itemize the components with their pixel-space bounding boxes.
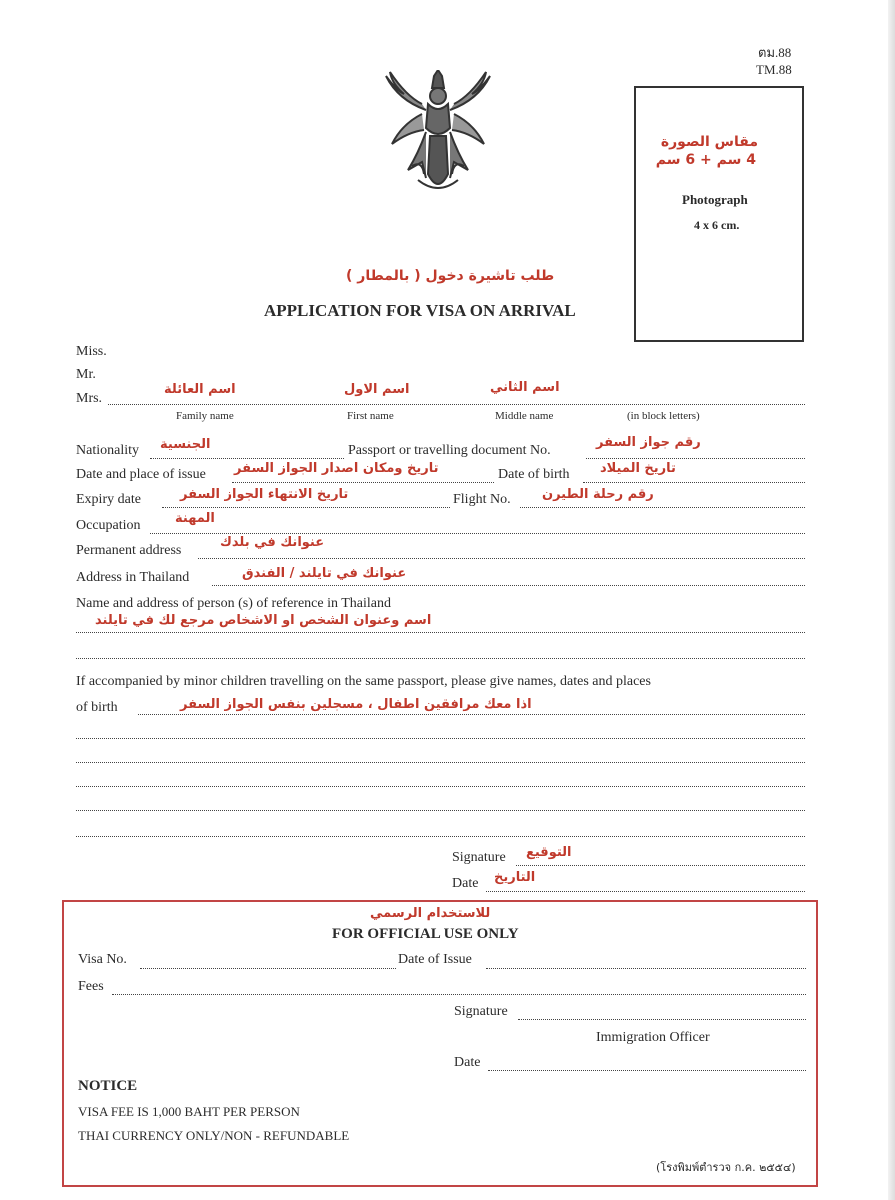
expiry-field[interactable]: [162, 507, 450, 508]
passport-ar: رقم جواز السفر: [596, 435, 701, 450]
notice-fee: VISA FEE IS 1,000 BAHT PER PERSON: [78, 1104, 300, 1119]
flight-ar: رقم رحلة الطيرن: [542, 487, 654, 502]
thailand-address-ar: عنوانك في تايلند / الفندق: [242, 566, 407, 581]
photo-size: 4 x 6 cm.: [694, 218, 740, 232]
fees-label: Fees: [78, 979, 104, 994]
official-ar: للاستخدام الرسمي: [370, 906, 491, 921]
flight-label: Flight No.: [453, 492, 511, 507]
form-title: APPLICATION FOR VISA ON ARRIVAL: [264, 301, 576, 320]
printer-note: (โรงพิมพ์ตำรวจ ก.ค. ๒๕๕๔): [656, 1161, 796, 1174]
date-ar: التاريخ: [494, 870, 536, 885]
dob-field[interactable]: [583, 482, 805, 483]
nationality-label: Nationality: [76, 443, 139, 458]
photo-label: Photograph: [682, 192, 748, 207]
children-ar: اذا معك مرافقين اطفال ، مسجلين بنفس الجواز السفر: [180, 697, 532, 712]
form-code-thai: ตม.88: [758, 45, 792, 60]
thailand-address-label: Address in Thailand: [76, 570, 190, 585]
notice-currency: THAI CURRENCY ONLY/NON - REFUNDABLE: [78, 1128, 350, 1143]
block-letters-label: (in block letters): [627, 410, 700, 422]
nationality-ar: الجنسية: [160, 437, 211, 452]
signature-field[interactable]: [516, 865, 805, 866]
official-signature-label: Signature: [454, 1004, 508, 1019]
family-name-ar: اسم العائلة: [164, 382, 236, 397]
date-of-issue-field[interactable]: [486, 968, 806, 969]
first-name-label: First name: [347, 410, 394, 422]
visa-no-field[interactable]: [140, 968, 396, 969]
signature-ar: التوقيع: [526, 845, 572, 860]
official-date-label: Date: [454, 1055, 481, 1070]
signature-label: Signature: [452, 850, 506, 865]
dob-label: Date of birth: [498, 467, 570, 482]
children-field-0[interactable]: [138, 714, 805, 715]
permanent-address-label: Permanent address: [76, 543, 182, 558]
official-signature-field[interactable]: [518, 1019, 806, 1020]
occupation-ar: المهنة: [175, 511, 215, 526]
photograph-box: [634, 86, 804, 342]
middle-name-ar: اسم الثاني: [490, 380, 560, 395]
official-date-field[interactable]: [488, 1070, 806, 1071]
children-field-1[interactable]: [76, 738, 805, 739]
reference-label: Name and address of person (s) of reference in Thailand: [76, 596, 391, 611]
visa-no-label: Visa No.: [78, 952, 127, 967]
notice-heading: NOTICE: [78, 1078, 138, 1094]
children-field-3[interactable]: [76, 786, 805, 787]
passport-field[interactable]: [586, 458, 805, 459]
name-field-line[interactable]: [108, 404, 805, 405]
children-label: If accompanied by minor children travelling on the same passport, please give names, dates and places: [76, 674, 651, 689]
photo-size-ar-2: 4 سم + 6 سم: [655, 152, 756, 168]
thailand-address-field[interactable]: [212, 585, 805, 586]
date-of-issue-label: Date of Issue: [398, 952, 472, 967]
title-ar: طلب تاشيرة دخول ( بالمطار ): [346, 268, 555, 284]
fees-field[interactable]: [112, 994, 806, 995]
photo-size-ar: مقاس الصورة: [660, 134, 758, 150]
title-miss: Miss.: [76, 344, 107, 359]
expiry-label: Expiry date: [76, 492, 141, 507]
occupation-label: Occupation: [76, 518, 141, 533]
children-label-2: of birth: [76, 700, 118, 715]
children-field-4[interactable]: [76, 810, 805, 811]
flight-field[interactable]: [520, 507, 805, 508]
immigration-officer-label: Immigration Officer: [596, 1030, 710, 1045]
official-title: FOR OFFICIAL USE ONLY: [332, 926, 519, 942]
page-edge-shadow: [888, 0, 895, 1200]
title-mrs: Mrs.: [76, 391, 103, 406]
issue-ar: تاريخ ومكان اصدار الجواز السفر: [234, 461, 439, 476]
passport-label: Passport or travelling document No.: [348, 443, 551, 458]
middle-name-label: Middle name: [495, 410, 554, 422]
permanent-address-field[interactable]: [198, 558, 805, 559]
garuda-emblem-icon: [378, 70, 498, 196]
expiry-ar: تاريخ الانتهاء الجواز السفر: [180, 487, 349, 502]
nationality-field[interactable]: [150, 458, 344, 459]
reference-ar: اسم وعنوان الشخص او الاشخاص مرجع لك في تايلند: [95, 613, 432, 628]
reference-field-2[interactable]: [76, 658, 805, 659]
title-mr: Mr.: [76, 367, 96, 382]
reference-field-1[interactable]: [76, 632, 805, 633]
issue-field[interactable]: [232, 482, 494, 483]
issue-label: Date and place of issue: [76, 467, 206, 482]
children-field-2[interactable]: [76, 762, 805, 763]
dob-ar: تاريخ الميلاد: [600, 461, 676, 476]
date-field[interactable]: [486, 891, 805, 892]
first-name-ar: اسم الاول: [344, 382, 410, 397]
official-use-box: [62, 900, 818, 1187]
family-name-label: Family name: [176, 410, 234, 422]
children-field-5[interactable]: [76, 836, 805, 837]
permanent-address-ar: عنوانك في بلدك: [220, 535, 325, 550]
form-code: TM.88: [756, 62, 792, 77]
date-label: Date: [452, 876, 479, 891]
occupation-field[interactable]: [150, 533, 805, 534]
